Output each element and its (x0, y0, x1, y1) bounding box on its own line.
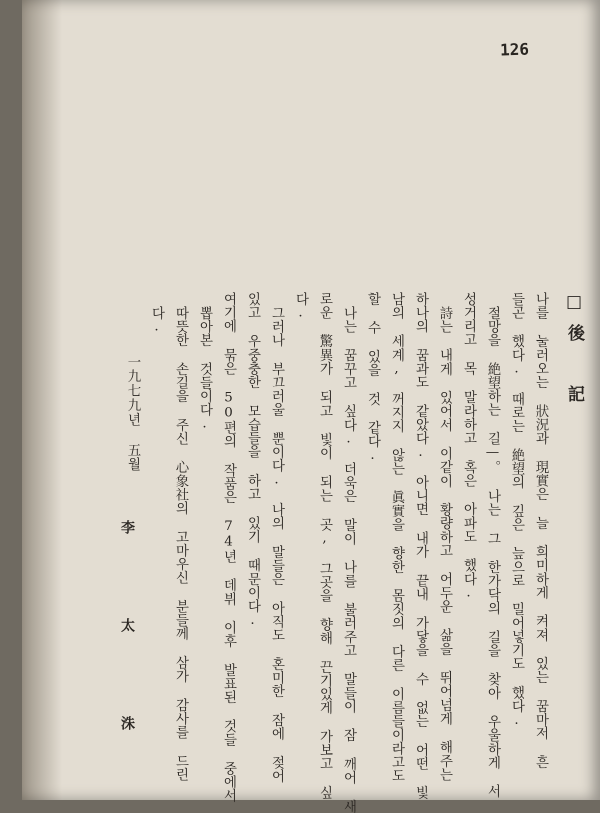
text-line: 할 수 있을 것 같다. (365, 292, 380, 464)
page-number: 126 (499, 39, 530, 60)
text-line: 남의 세계, 꺼지지 않는 眞實을 향한 몸짓의 다른 이름들이라고도 (389, 292, 404, 783)
section-title: □後 記 (564, 292, 584, 414)
text-line: 나는 꿈꾸고 싶다. 더욱은 말이 나를 불러주고 말들이 잠 깨어 새 (341, 306, 356, 813)
date-line: 一九七九년 五월 (125, 355, 140, 472)
text-line: 따뜻한 손길을 주신 心象社의 고마우신 분들께 삼가 감사를 드린 (173, 306, 188, 782)
text-line: 여기에 묶은 50편의 작품은 74년 데뷔 이후 발표된 것들 중에서 (221, 292, 236, 803)
text-line: 로운 驚異가 되고 빛이 되는 곳, 그곳을 향해 끈기있게 가보고 싶 (317, 292, 332, 800)
text-line: 다. (149, 306, 164, 335)
book-page (22, 0, 600, 813)
text-line: 하나의 꿈과도 같았다. 아니면 내가 끝내 가닿을 수 없는 어떤 빛 (413, 292, 428, 800)
author-name: 李 太 洙 (119, 520, 135, 764)
text-line: 詩는 내게 있어서 이같이 황량하고 어두운 삶을 뛰어넘게 해주는 (437, 306, 452, 782)
text-line: 성거리고 목 말라하고 혹은 아파도 했다. (461, 292, 476, 601)
text-line: 절망을 絶望하는 길—。 나는 그 한가닥의 길을 찾아 우울하게 서 (485, 306, 500, 798)
text-line: 다. (293, 292, 308, 321)
text-line: 들곤 했다. 때로는 絶望의 깊은 늪으로 밀어넣기도 했다. (509, 292, 524, 728)
text-line: 나를 눌러오는 狀況과 現實은 늘 희미하게 켜져 있는 꿈마저 흔 (533, 292, 548, 769)
text-line: 그러나 부끄러울 뿐이다. 나의 말들은 아직도 혼미한 잠에 젖어 (269, 306, 284, 783)
text-line: 있고 우중충한 모습들을 하고 있기 때문이다. (245, 292, 260, 628)
book-gutter-shadow (22, 0, 62, 800)
text-line: 뽑아본 것들이다. (197, 306, 212, 432)
